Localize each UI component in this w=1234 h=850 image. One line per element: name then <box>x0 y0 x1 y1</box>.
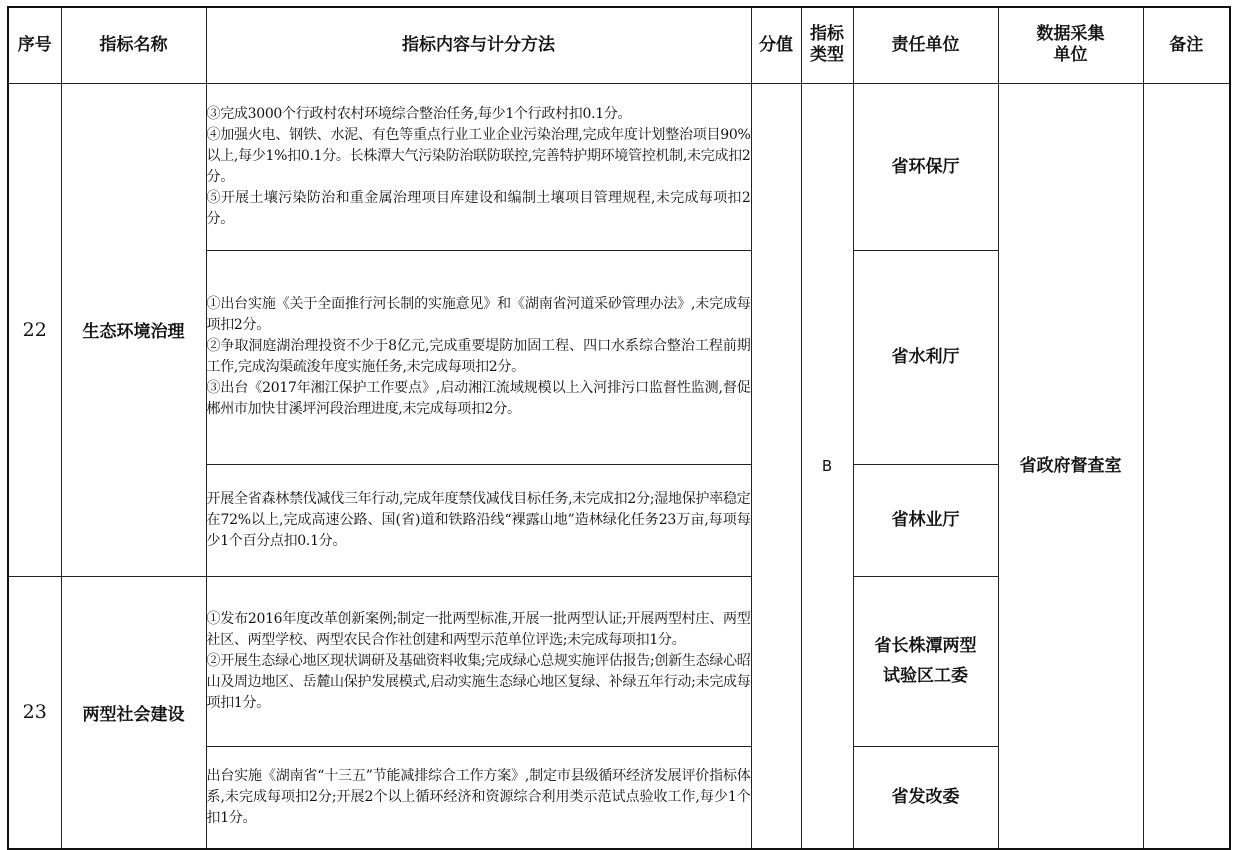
table-row <box>8 83 1230 250</box>
department-cell: 省长株潭两型 试验区工委 <box>853 576 998 746</box>
content-line: ②开展生态绿心地区现状调研及基础资料收集;完成绿心总规实施评估报告;创新生态绿心昭山及周边地区、岳麓山保护发展模式,启动实施生态绿心地区复绿、补绿五年行动;未完成每项扣1分。 <box>206 652 751 711</box>
header-row <box>8 7 1230 83</box>
content-line: 开展全省森林禁伐减伐三年行动,完成年度禁伐减伐目标任务,未完成扣2分;湿地保护率稳定在72%以上,完成高速公路、国(省)道和铁路沿线“裸露山地”造林绿化任务23万亩,每项每少1个百分点扣0.1分。 <box>206 490 751 549</box>
header-score: 分值 <box>751 7 801 83</box>
indicator-name-cell: 两型社会建设 <box>61 576 206 849</box>
department-cell: 省水利厅 <box>853 250 998 464</box>
collector-cell: 省政府督查室 <box>998 83 1143 849</box>
seq-cell: 23 <box>8 576 61 849</box>
department-cell: 省林业厅 <box>853 464 998 576</box>
score-cell <box>751 83 801 849</box>
note-cell <box>1143 83 1230 849</box>
seq-cell: 22 <box>8 83 61 576</box>
content-cell <box>206 464 751 576</box>
content-line: ③完成3000个行政村农村环境综合整治任务,每少1个行政村扣0.1分。 <box>206 105 632 122</box>
header-content: 指标内容与计分方法 <box>206 7 751 83</box>
header-seq: 序号 <box>8 7 61 83</box>
content-line: ①发布2016年度改革创新案例;制定一批两型标准,开展一批两型认证;开展两型村庄、两型社区、两型学校、两型农民合作社创建和两型示范单位评选;未完成每项扣1分。 <box>206 610 751 648</box>
department-cell: 省环保厅 <box>853 83 998 250</box>
indicator-type-cell: B <box>801 83 853 849</box>
content-line: ⑤开展土壤污染防治和重金属治理项目库建设和编制土壤项目管理规程,未完成每项扣2分。 <box>206 189 751 227</box>
content-line: ②争取洞庭湖治理投资不少于8亿元,完成重要堤防加固工程、四口水系综合整治工程前期工作,完成沟渠疏浚年度实施任务,未完成每项扣2分。 <box>206 338 751 375</box>
header-dept: 责任单位 <box>853 7 998 83</box>
header-name: 指标名称 <box>61 7 206 83</box>
department-cell: 省发改委 <box>853 746 998 849</box>
content-cell <box>206 576 751 746</box>
content-cell <box>206 746 751 849</box>
indicator-table <box>7 6 1231 850</box>
content-cell <box>206 250 751 464</box>
content-line: ③出台《2017年湘江保护工作要点》,启动湘江流域规模以上入河排污口监督性监测,督促郴州市加快甘溪坪河段治理进度,未完成每项扣2分。 <box>206 380 751 417</box>
content-line: 出台实施《湖南省“十三五”节能减排综合工作方案》,制定市县级循环经济发展评价指标体系,未完成每项扣2分;开展2个以上循环经济和资源综合利用类示范试点验收工作,每少1个扣1分。 <box>206 767 751 826</box>
indicator-name-cell: 生态环境治理 <box>61 83 206 576</box>
content-line: ④加强火电、钢铁、水泥、有色等重点行业工业企业污染治理,完成年度计划整治项目90%以上,每少1%扣0.1分。长株潭大气污染防治联防联控,完善特护期环境管控机制,未完成扣2分。 <box>206 126 751 185</box>
header-collector: 数据采集 单位 <box>998 7 1143 83</box>
header-type: 指标 类型 <box>801 7 853 83</box>
content-line: ①出台实施《关于全面推行河长制的实施意见》和《湖南省河道采砂管理办法》,未完成每项扣2分。 <box>206 296 751 333</box>
content-cell <box>206 83 751 250</box>
header-note: 备注 <box>1143 7 1230 83</box>
